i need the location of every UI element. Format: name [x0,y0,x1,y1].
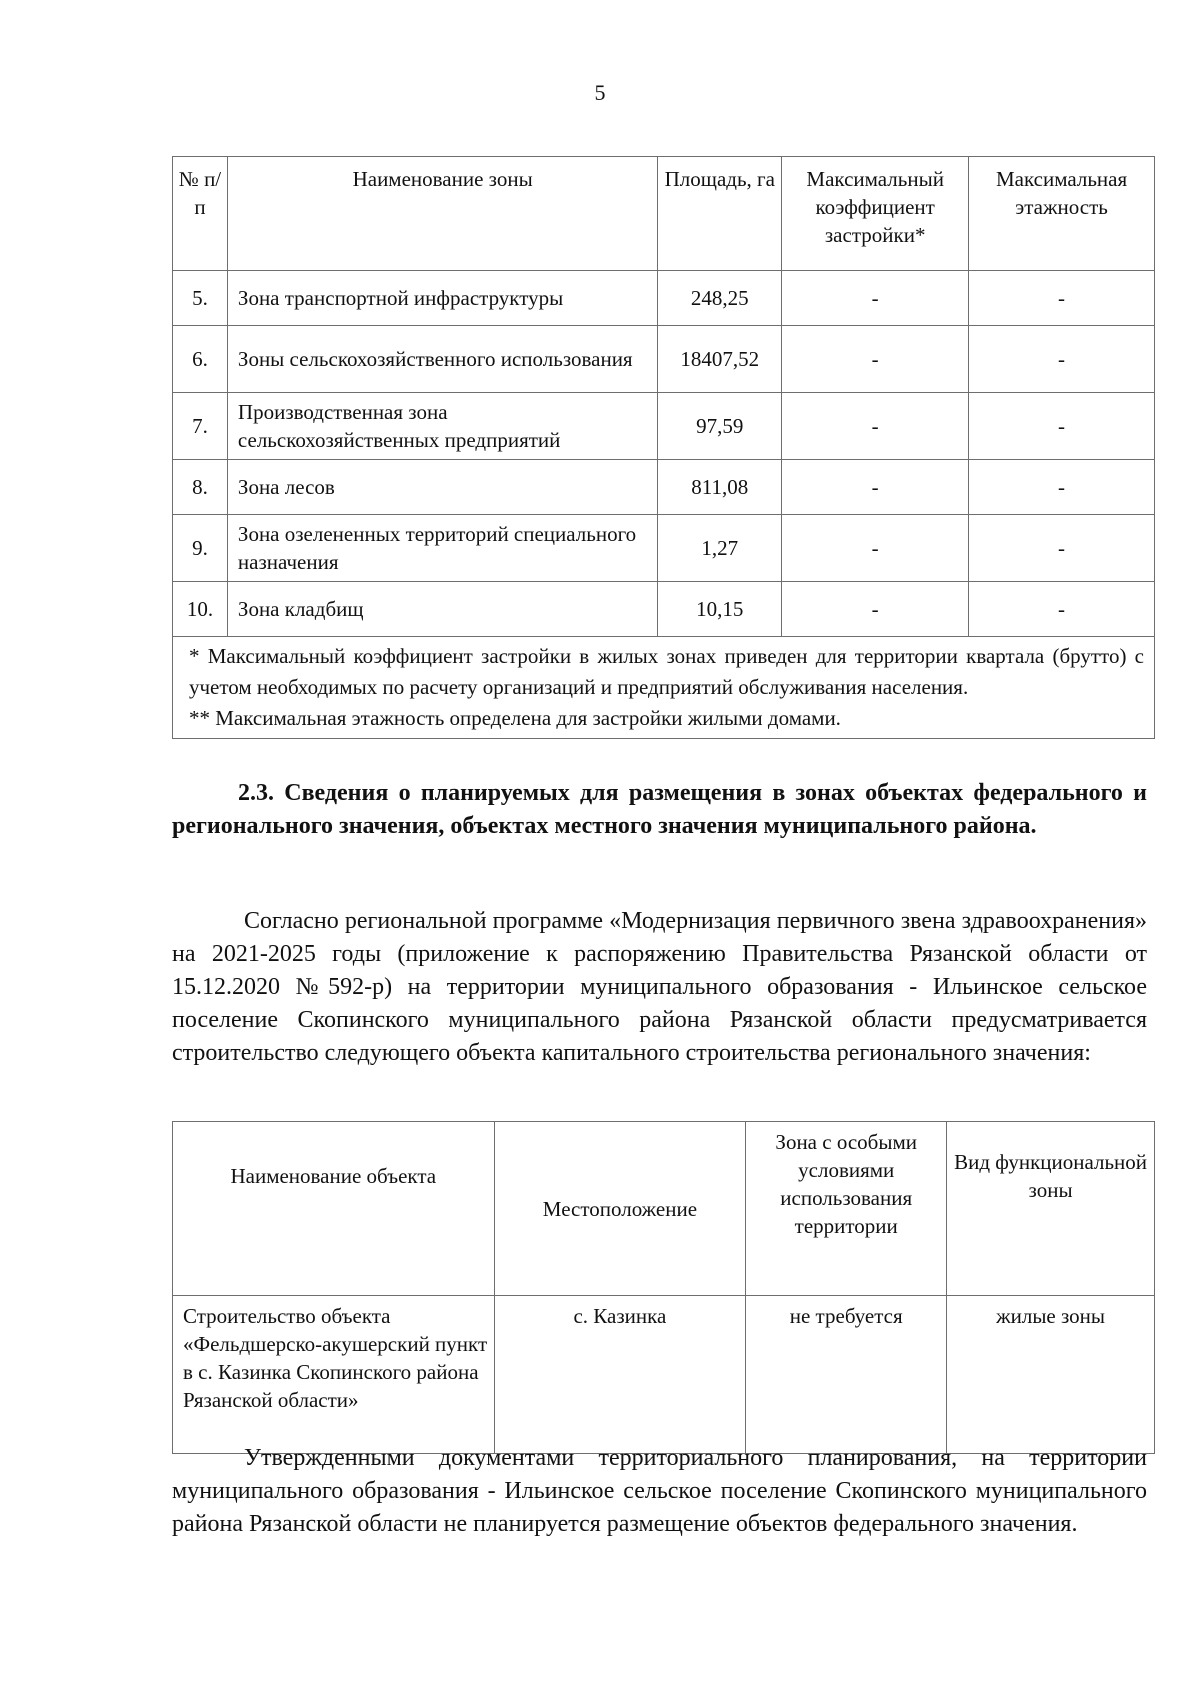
objects-table-header [173,1122,1155,1296]
row-num: 6. [173,326,228,393]
header-functional-zone: Вид функциональной зоны [947,1122,1155,1296]
row-floors: - [969,271,1155,326]
row-floors: - [969,582,1155,637]
zones-table-header [173,157,1155,271]
row-floors: - [969,460,1155,515]
row-num: 10. [173,582,228,637]
table-row [173,1296,1155,1454]
row-floors: - [969,326,1155,393]
row-coefficient: - [782,460,969,515]
row-zone-name: Зона лесов [227,460,657,515]
section-heading: 2.3. Сведения о планируемых для размещения в зонах объектах федерального и регионального значения, объектах местного значения муниципального района. [172,780,1147,839]
row-coefficient: - [782,515,969,582]
row-coefficient: - [782,271,969,326]
table-notes-row [173,637,1155,739]
table-row [173,326,1155,393]
row-zone-name: Зоны сельскохозяйственного использования [227,326,657,393]
table-row [173,271,1155,326]
row-num: 9. [173,515,228,582]
row-coefficient: - [782,393,969,460]
header-location: Местоположение [494,1122,746,1296]
object-functional-zone: жилые зоны [947,1296,1155,1454]
object-name: Строительство объекта «Фельдшерско-акушерский пункт в с. Казинка Скопинского района Рязанской области» [173,1296,495,1454]
header-num: № п/п [173,157,228,271]
row-floors: - [969,515,1155,582]
row-num: 8. [173,460,228,515]
row-area: 248,25 [658,271,782,326]
header-special-zone: Зона с особыми условиями использования территории [746,1122,947,1296]
table-row [173,393,1155,460]
row-zone-name: Зона кладбищ [227,582,657,637]
row-area: 811,08 [658,460,782,515]
table-notes [173,637,1155,739]
table-row [173,460,1155,515]
objects-table [172,1121,1155,1454]
object-special-zone: не требуется [746,1296,947,1454]
row-area: 97,59 [658,393,782,460]
row-zone-name: Зона транспортной инфраструктуры [227,271,657,326]
row-num: 7. [173,393,228,460]
paragraph-program: Согласно региональной программе «Модернизация первичного звена здравоохранения» на 2021-2025 годы (приложение к распоряжению Правительства Рязанской области от 15.12.2020 №592-р) на территории муниципального образования - Ильинское сельское поселение Скопинского муниципального района Рязанской области предусматривается строительство следующего объекта капитального строительства регионального значения: [172,908,1147,1066]
header-object-name: Наименование объекта [173,1122,495,1296]
row-coefficient: - [782,326,969,393]
footnote-coefficient: * Максимальный коэффициент застройки в жилых зонах приведен для территории квартала (брутто) с учетом необходимых по расчету организаций и предприятий обслуживания населения. [189,644,1144,699]
header-zone-name: Наименование зоны [227,157,657,271]
footnote-floors: ** Максимальная этажность определена для застройки жилыми домами. [189,706,841,730]
row-area: 18407,52 [658,326,782,393]
object-location: с. Казинка [494,1296,746,1454]
row-area: 1,27 [658,515,782,582]
row-zone-name: Производственная зона сельскохозяйственных предприятий [227,393,657,460]
header-max-floors: Максимальная этажность [969,157,1155,271]
page-number: 5 [594,80,606,105]
zones-table [172,156,1155,739]
header-area: Площадь, га [658,157,782,271]
row-area: 10,15 [658,582,782,637]
header-max-coefficient: Максимальный коэффициент застройки* [782,157,969,271]
row-floors: - [969,393,1155,460]
table-row [173,582,1155,637]
row-coefficient: - [782,582,969,637]
row-num: 5. [173,271,228,326]
row-zone-name: Зона озелененных территорий специального назначения [227,515,657,582]
paragraph-federal-objects: Утвержденными документами территориального планирования, на территории муниципального образования - Ильинское сельское поселение Скопинского муниципального района Рязанской области не планируется размещение объектов федерального значения. [172,1445,1147,1537]
table-row [173,515,1155,582]
